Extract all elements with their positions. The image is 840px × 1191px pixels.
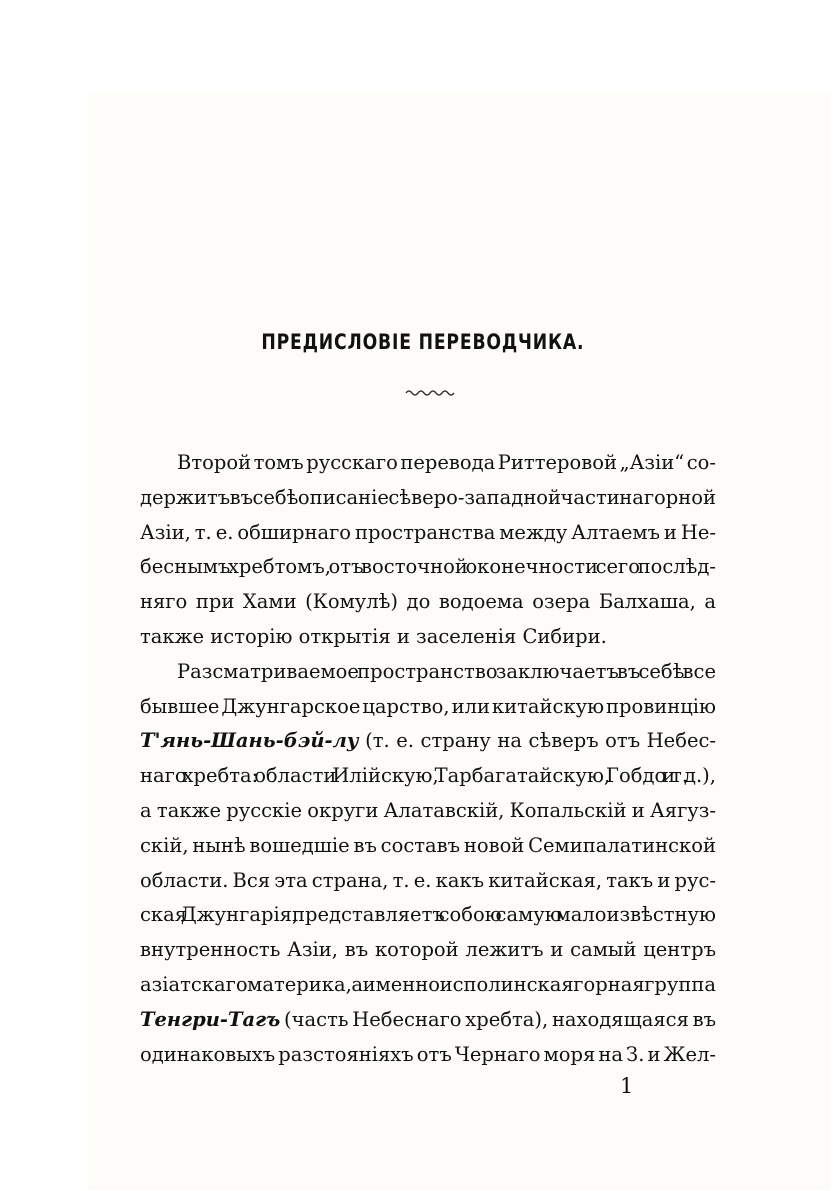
- text-line: одинаковыхъ разстояніяхъ отъ Чернаго моря на З. и Жел-: [140, 1042, 716, 1066]
- text-line: ская Джунгарія, представляетъ собою самую малоизвѣстную: [140, 903, 716, 927]
- text-line: Азіи, т. е. обширнаго пространства между Алтаемъ и Не-: [140, 520, 716, 544]
- text-line: внутренность Азіи, въ которой лежитъ и самый центръ: [140, 938, 716, 962]
- text-line: Т'янь-Шань-бэй-лу (т. е. страну на сѣверъ отъ Небес-: [140, 729, 716, 753]
- ornament-wavy-rule: [404, 388, 460, 398]
- text-line: няго при Хами (Комулѣ) до водоема озера Балхаша, а: [140, 590, 716, 614]
- chapter-title: ПРЕДИСЛОВІЕ ПЕРЕВОДЧИКА.: [261, 330, 585, 354]
- text-line: беснымъ хребтомъ, отъ восточной оконечности сего послѣд-: [140, 555, 716, 579]
- text-line: скій, нынѣ вошедшіе въ составъ новой Семипалатинской: [140, 833, 716, 857]
- italic-term: Т'янь-Шань-бэй-лу: [140, 729, 359, 753]
- text-line: области. Вся эта страна, т. е. какъ китайская, такъ и рус-: [140, 868, 716, 892]
- text-line: Тенгри-Тагъ (часть Небеснаго хребта), находящаяся въ: [140, 1007, 716, 1031]
- text-line: Второй томъ русскаго перевода Риттеровой „Азіи“ со-: [177, 451, 716, 474]
- text-line: также исторію открытія и заселенія Сибири.: [140, 624, 607, 648]
- text-line: наго хребта: области Илійскую, Тарбагатайскую, Гобдо и т. д.),: [140, 764, 716, 788]
- text-line: держитъ въ себѣ описаніе сѣверо-западной части нагорной: [140, 485, 716, 509]
- italic-term: Тенгри-Тагъ: [140, 1007, 281, 1031]
- text-line: бывшее Джунгарское царство, или китайскую провинцію: [140, 694, 716, 718]
- text-line: Разсматриваемое пространство заключаетъ въ себѣ все: [177, 659, 716, 683]
- text-line: а также русскіе округи Алатавскій, Копальскій и Аягуз-: [140, 798, 716, 822]
- page-number: 1: [620, 1074, 634, 1098]
- text-line: азіатскаго материка, а именно исполинская горная группа: [140, 972, 716, 996]
- body-text: [140, 446, 716, 1072]
